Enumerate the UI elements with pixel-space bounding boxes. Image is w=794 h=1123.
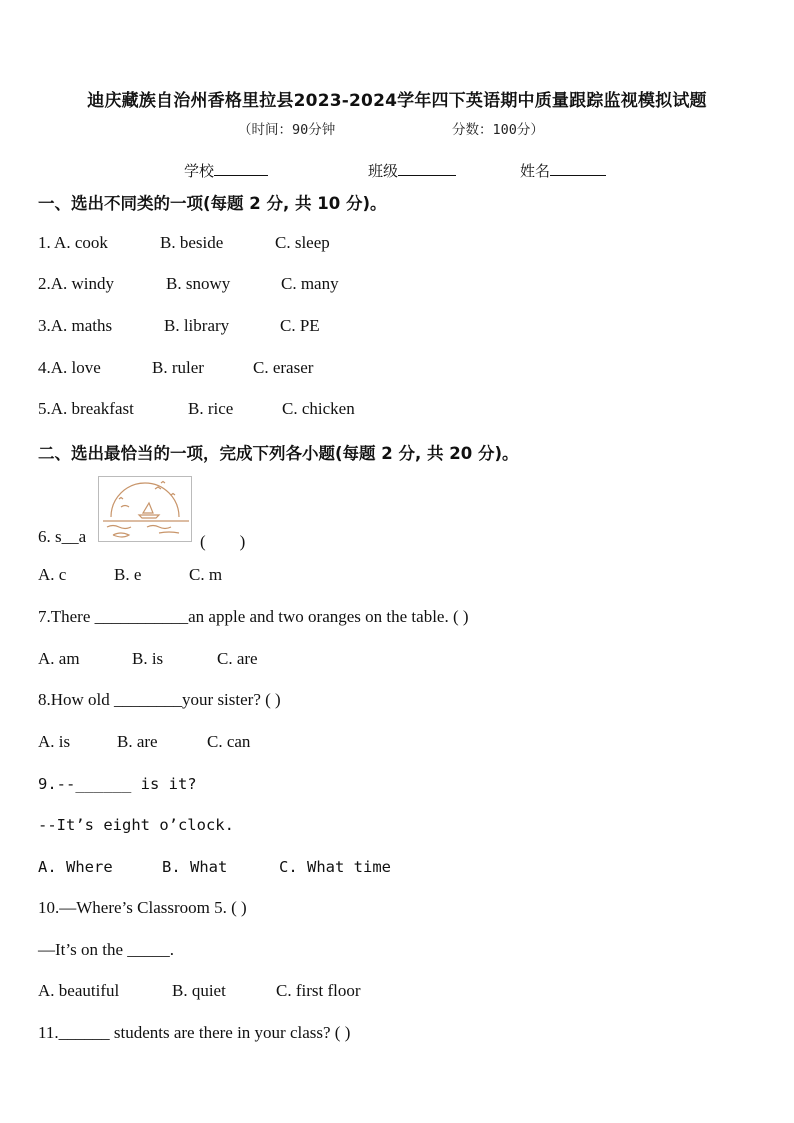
q6-stem: 6. s__a	[38, 527, 87, 546]
question-1	[38, 233, 330, 253]
q9-option-a: A. Where	[38, 858, 113, 876]
name-blank[interactable]	[550, 161, 606, 176]
exam-time: （时间：90分钟	[238, 122, 336, 138]
q7-options	[38, 649, 258, 669]
q8-options	[38, 732, 251, 752]
q10-answer: —It’s on the _____.	[38, 940, 174, 959]
exam-score: 分数：100分）	[452, 122, 544, 138]
page-title: 迪庆藏族自治州香格里拉县2023-2024学年四下英语期中质量跟踪监视模拟试题	[87, 91, 707, 111]
q9-options	[38, 858, 391, 876]
q5-option-b: B. rice	[188, 399, 234, 418]
q4-option-b: B. ruler	[152, 358, 204, 377]
q6-option-a: A. c	[38, 565, 67, 584]
q2-option-b: B. snowy	[166, 274, 231, 293]
q1-option-a: 1. A. cook	[38, 233, 108, 252]
question-9: 9.--______ is it?	[38, 775, 197, 793]
q3-option-c: C. PE	[280, 316, 320, 335]
question-7: 7.There ___________an apple and two oranges on the table. ( )	[38, 607, 469, 626]
class-blank[interactable]	[398, 161, 456, 176]
name-label: 姓名	[520, 162, 551, 180]
school-label: 学校	[184, 162, 215, 180]
q4-option-a: 4.A. love	[38, 358, 101, 377]
sunset-sea-picture-icon	[98, 476, 192, 542]
section2-heading: 二、选出最恰当的一项，完成下列各小题(每题 2 分, 共 20 分)。	[38, 444, 519, 463]
sunset-sea-drawing	[99, 477, 191, 541]
q10-option-b: B. quiet	[172, 981, 226, 1000]
q6-answer-paren[interactable]: ( )	[200, 532, 246, 551]
q8-option-a: A. is	[38, 732, 71, 751]
question-3	[38, 316, 320, 336]
section1-heading: 一、选出不同类的一项(每题 2 分, 共 10 分)。	[38, 194, 387, 213]
q2-option-a: 2.A. windy	[38, 274, 115, 293]
q7-option-b: B. is	[132, 649, 164, 668]
question-10: 10.—Where’s Classroom 5. ( )	[38, 898, 247, 917]
q8-option-b: B. are	[117, 732, 158, 751]
q1-option-b: B. beside	[160, 233, 224, 252]
question-11: 11.______ students are there in your class? ( )	[38, 1023, 351, 1042]
q2-option-c: C. many	[281, 274, 339, 293]
q8-option-c: C. can	[207, 732, 251, 751]
q6-options	[38, 565, 223, 585]
q4-option-c: C. eraser	[253, 358, 314, 377]
name-field	[520, 160, 606, 181]
question-6	[38, 527, 246, 551]
q5-option-a: 5.A. breakfast	[38, 399, 134, 418]
q1-option-c: C. sleep	[275, 233, 330, 252]
q10-option-c: C. first floor	[276, 981, 361, 1000]
q9-option-c: C. What time	[279, 858, 391, 876]
question-8: 8.How old ________your sister? ( )	[38, 690, 281, 709]
school-field	[184, 160, 268, 181]
q7-option-c: C. are	[217, 649, 258, 668]
class-label: 班级	[368, 162, 399, 180]
q3-option-a: 3.A. maths	[38, 316, 113, 335]
q5-option-c: C. chicken	[282, 399, 355, 418]
q10-option-a: A. beautiful	[38, 981, 120, 1000]
question-4	[38, 358, 314, 378]
class-field	[368, 160, 456, 181]
q3-option-b: B. library	[164, 316, 230, 335]
q10-options	[38, 981, 361, 1001]
question-2	[38, 274, 339, 294]
q7-option-a: A. am	[38, 649, 80, 668]
q9-answer: --It’s eight o’clock.	[38, 816, 234, 834]
question-5	[38, 399, 355, 419]
q6-option-c: C. m	[189, 565, 223, 584]
school-blank[interactable]	[214, 161, 268, 176]
q6-option-b: B. e	[114, 565, 142, 584]
q9-option-b: B. What	[162, 858, 228, 876]
